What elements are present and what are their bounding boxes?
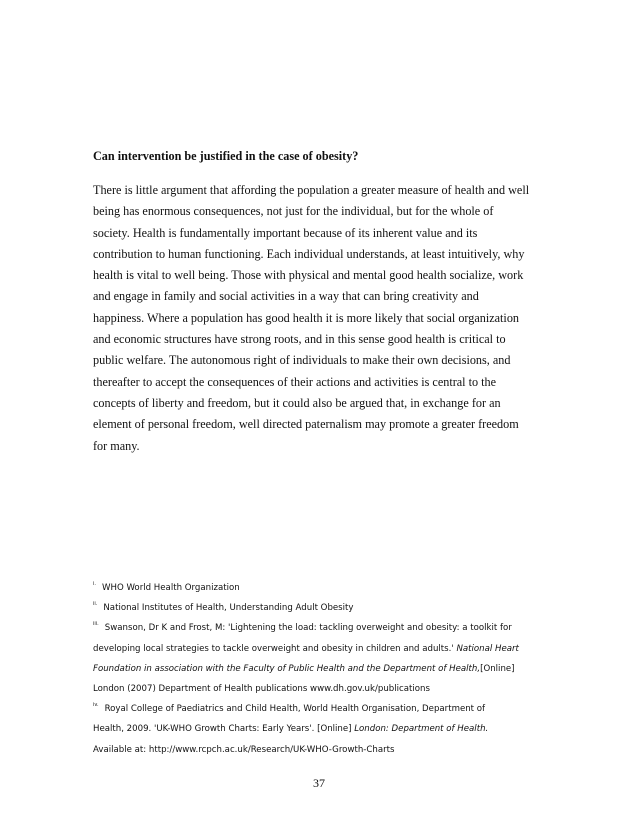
endnote-text: Royal College of Paediatrics and Child Health, World Health Organisation, Department of — [104, 704, 486, 715]
paragraph-line: element of personal freedom, well directed paternalism may promote a greater freedom — [93, 417, 519, 432]
paragraph-line: and economic structures have strong roots, and in this sense good health is critical to — [93, 332, 506, 347]
paragraph-line: health is vital to well being. Those with physical and mental good health socialize, work — [93, 268, 524, 283]
endnote-text: [Online] — [480, 663, 515, 674]
paragraph-line: for many. — [93, 438, 140, 453]
endnote-text: WHO World Health Organization — [101, 583, 240, 593]
endnotes — [93, 578, 553, 760]
endnote-text: Swanson, Dr K and Frost, M: 'Lightening the load: tackling overweight and obesity: a toolkit for — [104, 623, 512, 634]
endnote-iii-line-4 — [93, 679, 553, 699]
endnote-ii — [93, 598, 553, 618]
endnote-text: London (2007) Department of Health publications www.dh.gov.uk/publications — [93, 684, 430, 695]
endnote-iii-line-3 — [93, 659, 553, 679]
endnote-italic-text: London: Department of Health. — [354, 724, 489, 735]
paragraph-line: contribution to human functioning. Each individual understands, at least intuitively, why — [93, 246, 525, 261]
endnote-marker: iv. — [93, 702, 99, 709]
endnote-iv-line-2 — [93, 719, 553, 739]
paragraph-line: and engage in family and social activities in a way that can bring creativity and — [93, 289, 479, 304]
endnote-iii-line-1 — [93, 618, 553, 638]
endnote-i — [93, 578, 553, 598]
endnote-text: developing local strategies to tackle overweight and obesity in children and adults.' — [93, 643, 457, 654]
endnote-text: Available at: http://www.rcpch.ac.uk/Research/UK-WHO-Growth-Charts — [93, 744, 395, 755]
endnote-marker: ii. — [93, 601, 98, 608]
endnote-italic-text: National Heart — [456, 643, 519, 654]
paragraph-line: being has enormous consequences, not just for the individual, but for the whole of — [93, 204, 494, 219]
endnote-iv-line-1 — [93, 699, 553, 719]
body-paragraph — [93, 180, 553, 457]
endnote-iv-line-3 — [93, 740, 553, 760]
paragraph-line: thereafter to accept the consequences of their actions and activities is central to the — [93, 374, 497, 389]
paragraph-line: There is little argument that affording the population a greater measure of health and well — [93, 183, 530, 197]
endnote-marker: i. — [93, 581, 96, 587]
endnote-marker: iii. — [93, 621, 99, 628]
endnote-text: National Institutes of Health, Understanding Adult Obesity — [103, 603, 354, 614]
page-number: 37 — [313, 776, 325, 790]
paragraph-line: concepts of liberty and freedom, but it could also be argued that, in exchange for an — [93, 395, 501, 410]
endnote-italic-text: Foundation in association with the Faculty of Public Health and the Department of Health, — [93, 663, 481, 674]
endnote-text: Health, 2009. 'UK-WHO Growth Charts: Early Years'. [Online] — [93, 724, 355, 735]
section-heading: Can intervention be justified in the case of obesity? — [93, 149, 359, 163]
endnote-iii-line-2 — [93, 639, 553, 659]
paragraph-line: public welfare. The autonomous right of individuals to make their own decisions, and — [93, 353, 511, 368]
paragraph-line: happiness. Where a population has good health it is more likely that social organization — [93, 310, 520, 325]
paragraph-line: society. Health is fundamentally important because of its inherent value and its — [93, 225, 478, 240]
